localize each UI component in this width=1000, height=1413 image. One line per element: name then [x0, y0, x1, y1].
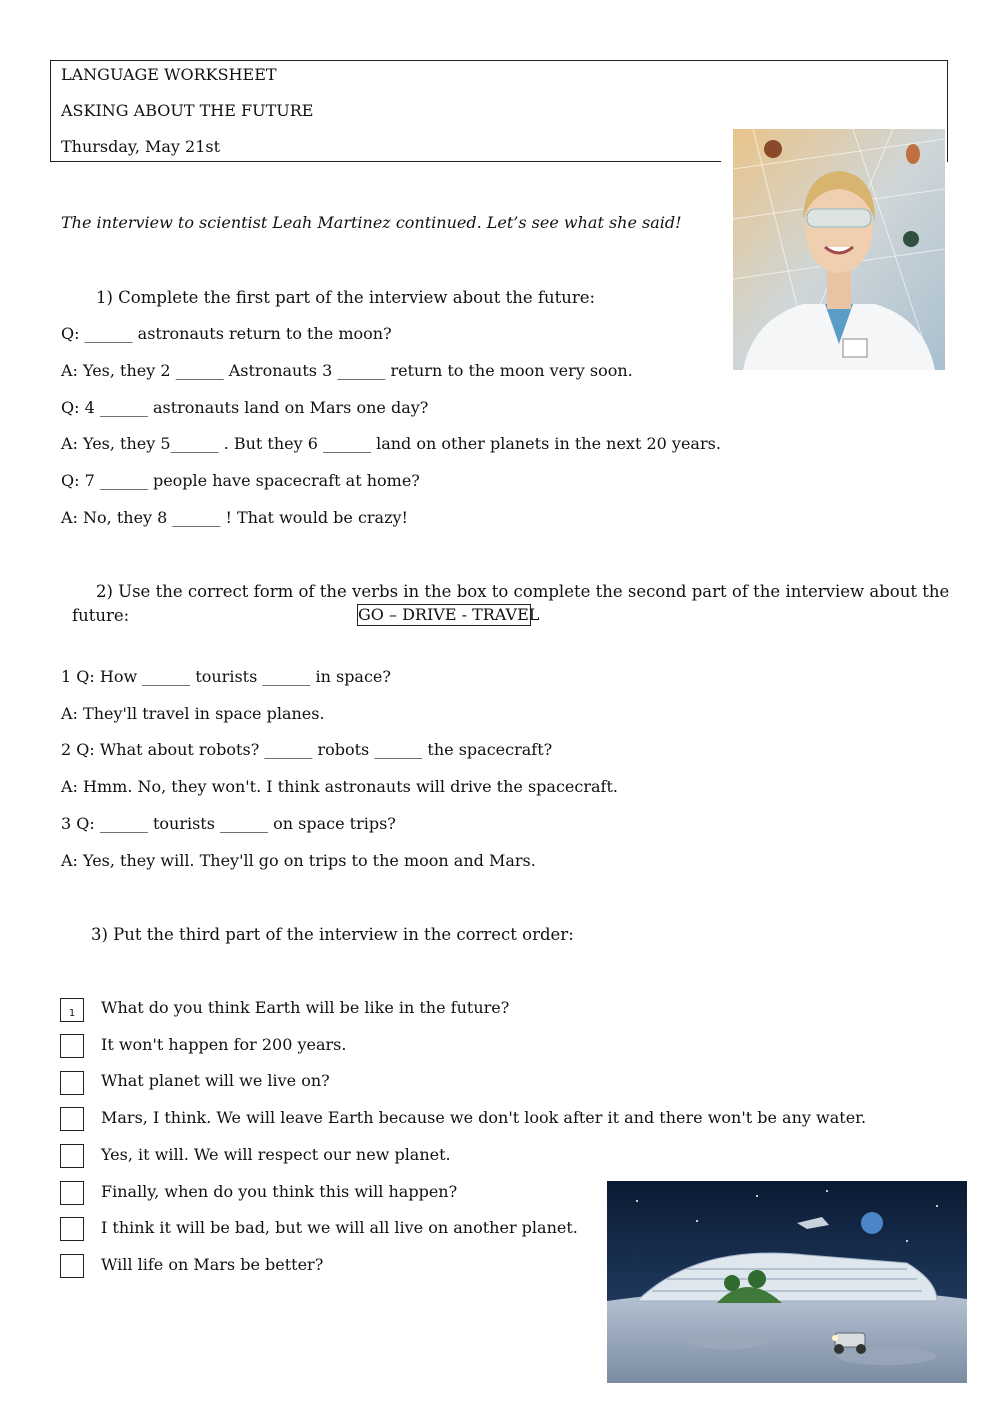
scientist-photo	[733, 129, 945, 370]
order-checkbox[interactable]	[60, 1144, 84, 1168]
section1-line: Q: 7 ______ people have spacecraft at home?	[61, 471, 420, 490]
order-item-text: I think it will be bad, but we will all live on another planet.	[101, 1218, 578, 1237]
section1-heading: 1) Complete the first part of the interview about the future:	[96, 288, 596, 307]
order-checkbox[interactable]	[60, 1254, 84, 1278]
section1-line: A: Yes, they 2 ______ Astronauts 3 ______ return to the moon very soon.	[61, 361, 633, 380]
worksheet-title: LANGUAGE WORKSHEET	[61, 65, 277, 84]
verb-box: GO – DRIVE - TRAVEL	[358, 605, 540, 624]
order-item-text: Finally, when do you think this will happen?	[101, 1182, 458, 1201]
section2-heading-cont: future:	[72, 606, 130, 625]
section1-line: A: No, they 8 ______ ! That would be crazy!	[61, 508, 408, 527]
moon-base-image	[607, 1181, 967, 1383]
order-checkbox[interactable]	[60, 1071, 84, 1095]
order-checkbox[interactable]: 1	[60, 998, 84, 1022]
section2-line: 2 Q: What about robots? ______ robots ______ the spacecraft?	[61, 740, 553, 759]
section2-line: 1 Q: How ______ tourists ______ in space?	[61, 667, 391, 686]
section2-line: A: Yes, they will. They'll go on trips to the moon and Mars.	[61, 851, 536, 870]
order-checkbox[interactable]	[60, 1181, 84, 1205]
order-item-text: What do you think Earth will be like in the future?	[101, 998, 510, 1017]
section2-line: A: They'll travel in space planes.	[61, 704, 325, 723]
section2-line: 3 Q: ______ tourists ______ on space trips?	[61, 814, 396, 833]
section2-line: A: Hmm. No, they won't. I think astronauts will drive the spacecraft.	[61, 777, 618, 796]
section3-heading: 3) Put the third part of the interview in the correct order:	[91, 925, 574, 944]
intro-text: The interview to scientist Leah Martinez continued. Let’s see what she said!	[61, 213, 682, 232]
worksheet-subtitle: ASKING ABOUT THE FUTURE	[61, 101, 314, 120]
order-item-text: Mars, I think. We will leave Earth because we don't look after it and there won't be any water.	[101, 1108, 867, 1127]
order-item-text: It won't happen for 200 years.	[101, 1035, 347, 1054]
order-checkbox[interactable]	[60, 1034, 84, 1058]
order-item-text: Yes, it will. We will respect our new planet.	[101, 1145, 451, 1164]
section2-heading: 2) Use the correct form of the verbs in the box to complete the second part of the interview about the	[96, 582, 950, 601]
section1-line: A: Yes, they 5______ . But they 6 ______ land on other planets in the next 20 years.	[61, 434, 721, 453]
order-item-text: Will life on Mars be better?	[101, 1255, 324, 1274]
section1-line: Q: ______ astronauts return to the moon?	[61, 324, 392, 343]
worksheet-date: Thursday, May 21st	[61, 137, 221, 156]
header-divider	[50, 161, 721, 162]
order-item-text: What planet will we live on?	[101, 1071, 330, 1090]
order-checkbox[interactable]	[60, 1217, 84, 1241]
section1-line: Q: 4 ______ astronauts land on Mars one day?	[61, 398, 429, 417]
order-checkbox[interactable]	[60, 1107, 84, 1131]
